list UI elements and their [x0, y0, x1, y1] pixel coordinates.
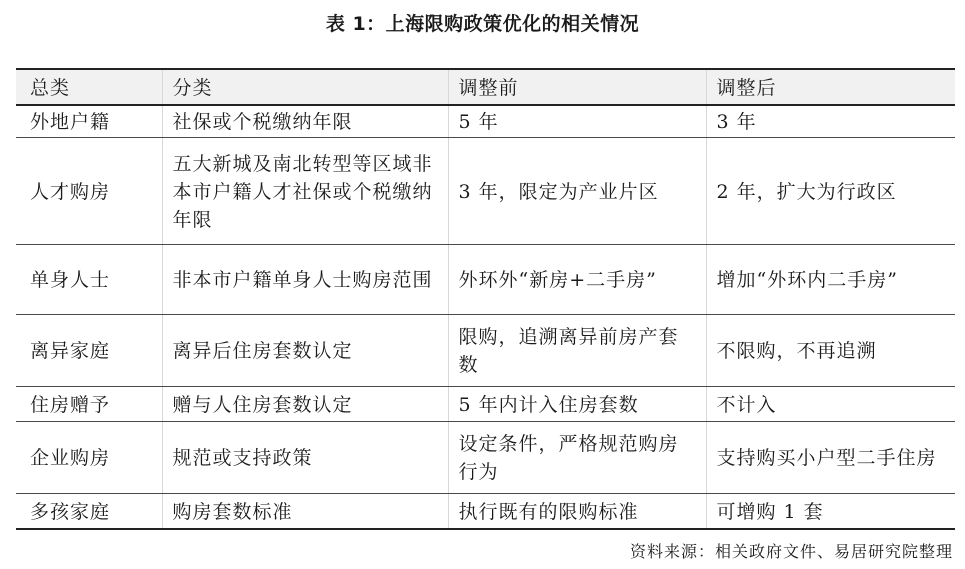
header-before: 调整前	[448, 69, 706, 105]
cell-category: 单身人士	[16, 245, 162, 315]
cell-before: 3 年，限定为产业片区	[448, 138, 706, 245]
cell-category: 多孩家庭	[16, 494, 162, 530]
cell-category: 住房赠予	[16, 387, 162, 422]
table-row	[16, 315, 955, 387]
source-note: 资料来源：相关政府文件、易居研究院整理	[629, 542, 953, 561]
cell-item: 社保或个税缴纳年限	[162, 105, 448, 138]
cell-after: 不计入	[706, 387, 955, 422]
cell-item: 五大新城及南北转型等区域非本市户籍人才社保或个税缴纳年限	[162, 138, 448, 245]
header-after: 调整后	[706, 69, 955, 105]
cell-category: 企业购房	[16, 422, 162, 494]
cell-item: 非本市户籍单身人士购房范围	[162, 245, 448, 315]
policy-table-container	[16, 68, 955, 530]
cell-before: 限购，追溯离异前房产套数	[448, 315, 706, 387]
cell-before: 设定条件，严格规范购房行为	[448, 422, 706, 494]
table-header-row	[16, 69, 955, 105]
cell-after: 2 年，扩大为行政区	[706, 138, 955, 245]
table-row	[16, 387, 955, 422]
cell-before: 5 年内计入住房套数	[448, 387, 706, 422]
table-row	[16, 138, 955, 245]
cell-after: 不限购，不再追溯	[706, 315, 955, 387]
policy-table	[16, 68, 955, 530]
cell-before: 外环外“新房+二手房”	[448, 245, 706, 315]
table-row	[16, 422, 955, 494]
header-item: 分类	[162, 69, 448, 105]
cell-after: 支持购买小户型二手住房	[706, 422, 955, 494]
cell-after: 增加“外环内二手房”	[706, 245, 955, 315]
cell-before: 5 年	[448, 105, 706, 138]
cell-after: 可增购 1 套	[706, 494, 955, 530]
cell-item: 购房套数标准	[162, 494, 448, 530]
header-category: 总类	[16, 69, 162, 105]
table-row	[16, 105, 955, 138]
cell-category: 离异家庭	[16, 315, 162, 387]
table-row	[16, 494, 955, 530]
cell-category: 人才购房	[16, 138, 162, 245]
table-row	[16, 245, 955, 315]
table-title: 表 1：上海限购政策优化的相关情况	[325, 13, 640, 35]
cell-item: 离异后住房套数认定	[162, 315, 448, 387]
cell-after: 3 年	[706, 105, 955, 138]
cell-item: 规范或支持政策	[162, 422, 448, 494]
cell-category: 外地户籍	[16, 105, 162, 138]
cell-item: 赠与人住房套数认定	[162, 387, 448, 422]
cell-before: 执行既有的限购标准	[448, 494, 706, 530]
